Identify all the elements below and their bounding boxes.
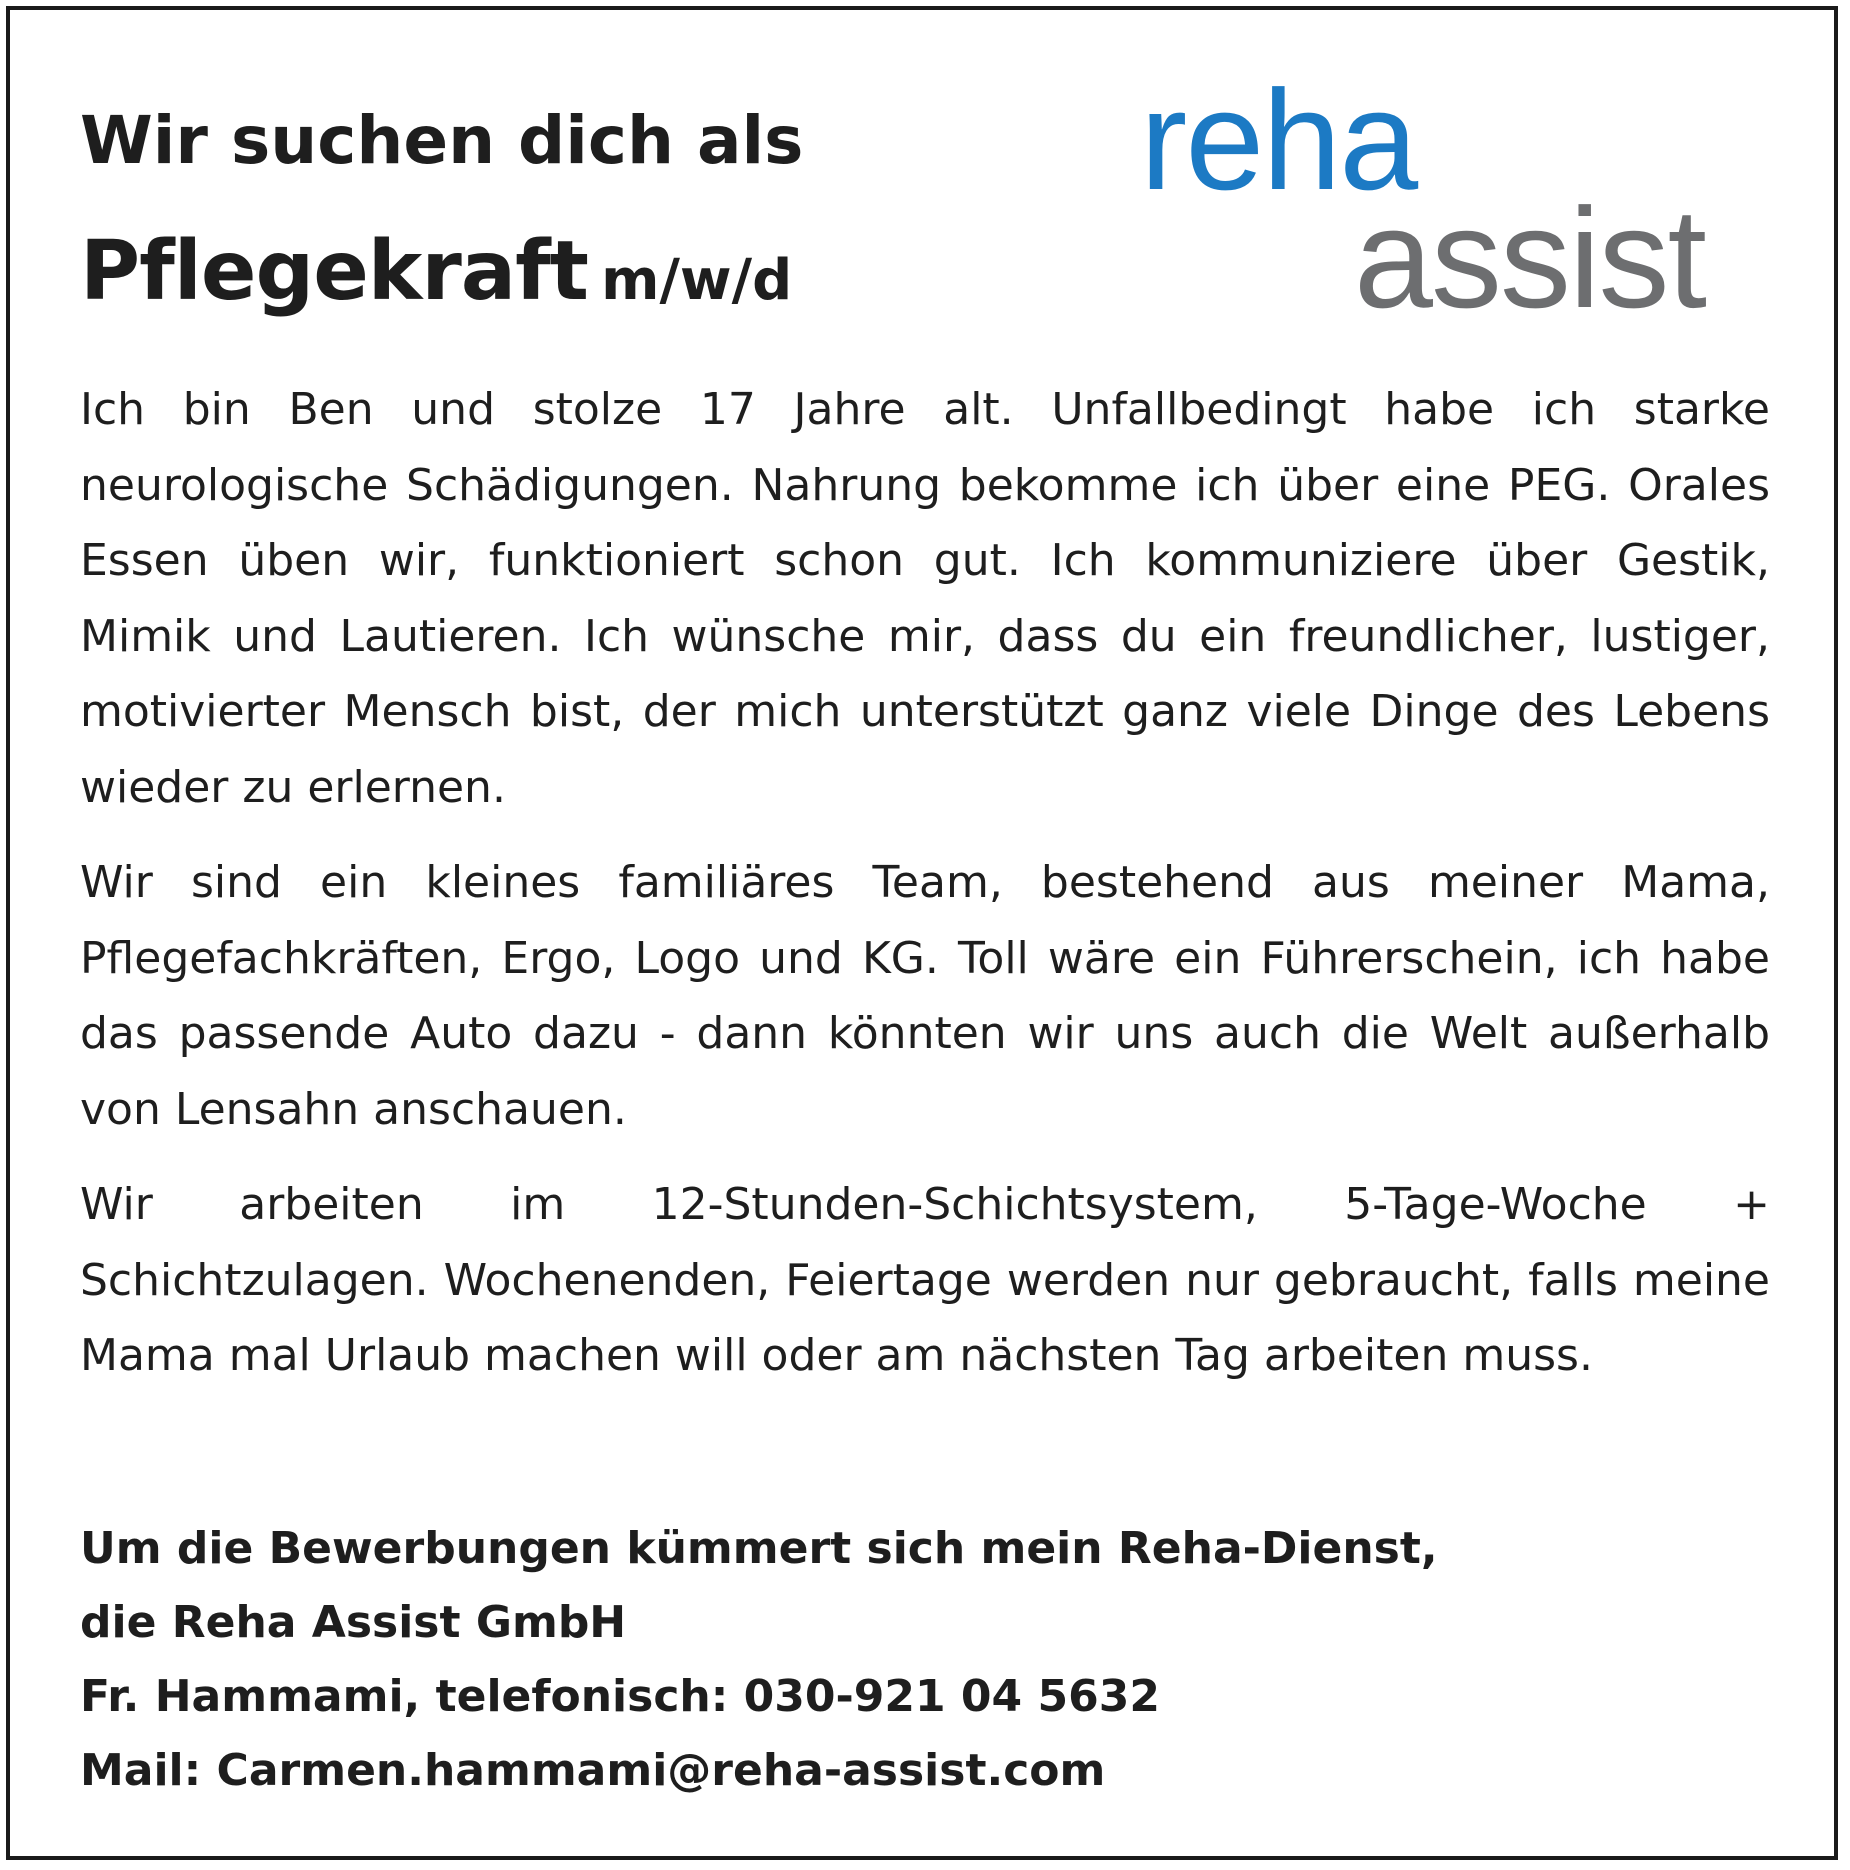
heading-role (80, 222, 1080, 344)
job-description (80, 372, 1770, 1414)
job-heading (80, 96, 1080, 344)
logo-word-reha: reha (1140, 61, 1417, 220)
paragraph-working-hours: Wir arbeiten im 12-Stunden-Schichtsystem, 5-Tage-Woche + Schichtzulagen. Wochenenden, Feiertage werden nur gebraucht, falls meine Mama mal Urlaub machen will oder am nächsten Tag arbeiten muss. (80, 1179, 1770, 1381)
heading-intro: Wir suchen dich als (80, 102, 804, 179)
contact-line-company: die Reha Assist GmbH (80, 1597, 627, 1648)
role-gender-suffix: m/w/d (601, 248, 793, 313)
paragraph-about-ben: Ich bin Ben und stolze 17 Jahre alt. Unfallbedingt habe ich starke neurologische Schädigungen. Nahrung bekomme ich über eine PEG. Orales Essen üben wir, funktioniert schon gut. Ich kommuniziere über Gestik, Mimik und Lautieren. Ich wünsche mir, dass du ein freundlicher, lustiger, motivierter Mensch bist, der mich unterstützt ganz viele Dinge des Lebens wieder zu erlernen. (80, 384, 1770, 813)
contact-block (80, 1512, 1770, 1808)
contact-line-phone: Fr. Hammami, telefonisch: 030-921 04 5632 (80, 1671, 1160, 1722)
contact-line-email: Mail: Carmen.hammami@reha-assist.com (80, 1745, 1106, 1796)
role-title: Pflegekraft (80, 224, 588, 319)
logo-word-assist: assist (1354, 179, 1705, 338)
contact-line-intro: Um die Bewerbungen kümmert sich mein Reha-Dienst, (80, 1523, 1438, 1574)
reha-assist-logo (1100, 61, 1800, 338)
paragraph-team: Wir sind ein kleines familiäres Team, bestehend aus meiner Mama, Pflegefachkräften, Ergo, Logo und KG. Toll wäre ein Führerschein, ich habe das passende Auto dazu - dann könnten wir uns auch die Welt außerhalb von Lensahn anschauen. (80, 857, 1770, 1135)
